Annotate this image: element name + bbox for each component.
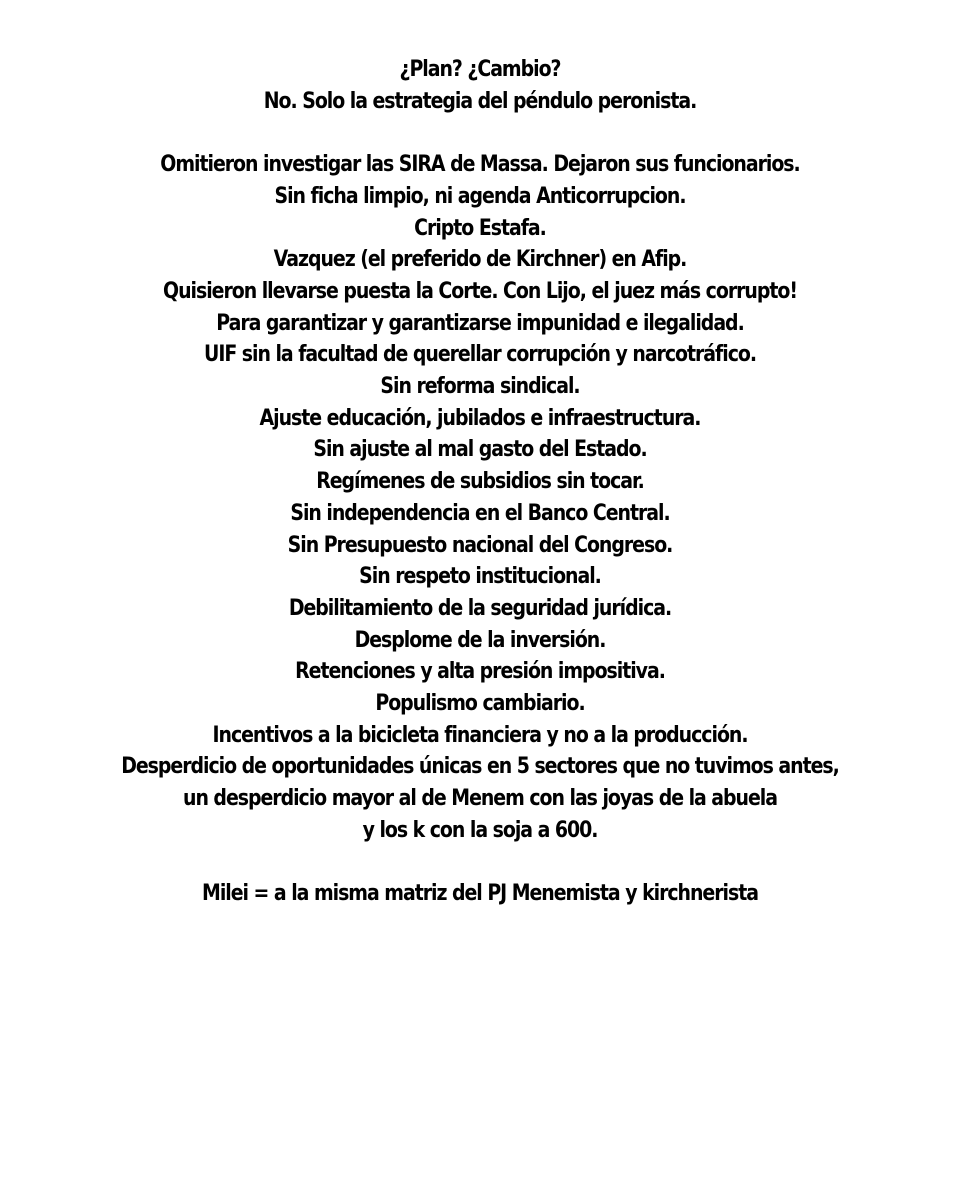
body-line: Ajuste educación, jubilados e infraestructura. — [259, 405, 701, 431]
body-line: Desperdicio de oportunidades únicas en 5 sectores que no tuvimos antes, — [121, 754, 839, 780]
body-line: Omitieron investigar las SIRA de Massa. Dejaron sus funcionarios. — [160, 152, 800, 178]
body-line: Sin independencia en el Banco Central. — [290, 500, 670, 526]
body-line: Sin reforma sindical. — [380, 374, 580, 400]
body-line: Vazquez (el preferido de Kirchner) en Afip. — [273, 247, 687, 273]
body-line: Cripto Estafa. — [414, 215, 546, 241]
heading-answer: No. Solo la estrategia del péndulo peronista. — [263, 88, 697, 114]
body-line: Retenciones y alta presión impositiva. — [295, 659, 665, 685]
conclusion-line: Milei = a la misma matriz del PJ Menemista y kirchnerista — [202, 881, 758, 907]
body-line: Incentivos a la bicicleta financiera y no a la producción. — [212, 722, 748, 748]
text-document — [67, 54, 893, 910]
body-line: Sin respeto institucional. — [359, 564, 601, 590]
body-line: Populismo cambiario. — [375, 691, 585, 717]
body-line: Sin ficha limpio, ni agenda Anticorrupcion. — [274, 183, 686, 209]
body-line: UIF sin la facultad de querellar corrupción y narcotráfico. — [203, 342, 757, 368]
body-line: un desperdicio mayor al de Menem con las joyas de la abuela — [183, 786, 777, 812]
body-line: Regímenes de subsidios sin tocar. — [316, 469, 644, 495]
paragraph-gap — [67, 117, 893, 149]
body-line: Sin Presupuesto nacional del Congreso. — [287, 532, 673, 558]
body-line: Para garantizar y garantizarse impunidad e ilegalidad. — [216, 310, 744, 336]
body-line: Quisieron llevarse puesta la Corte. Con Lijo, el juez más corrupto! — [163, 278, 797, 304]
body-line: y los k con la soja a 600. — [362, 817, 598, 843]
heading-question: ¿Plan? ¿Cambio? — [399, 57, 561, 82]
paragraph-gap — [67, 847, 893, 879]
body-line: Debilitamiento de la seguridad jurídica. — [288, 595, 672, 621]
body-line: Desplome de la inversión. — [354, 627, 606, 653]
body-line: Sin ajuste al mal gasto del Estado. — [313, 437, 647, 463]
